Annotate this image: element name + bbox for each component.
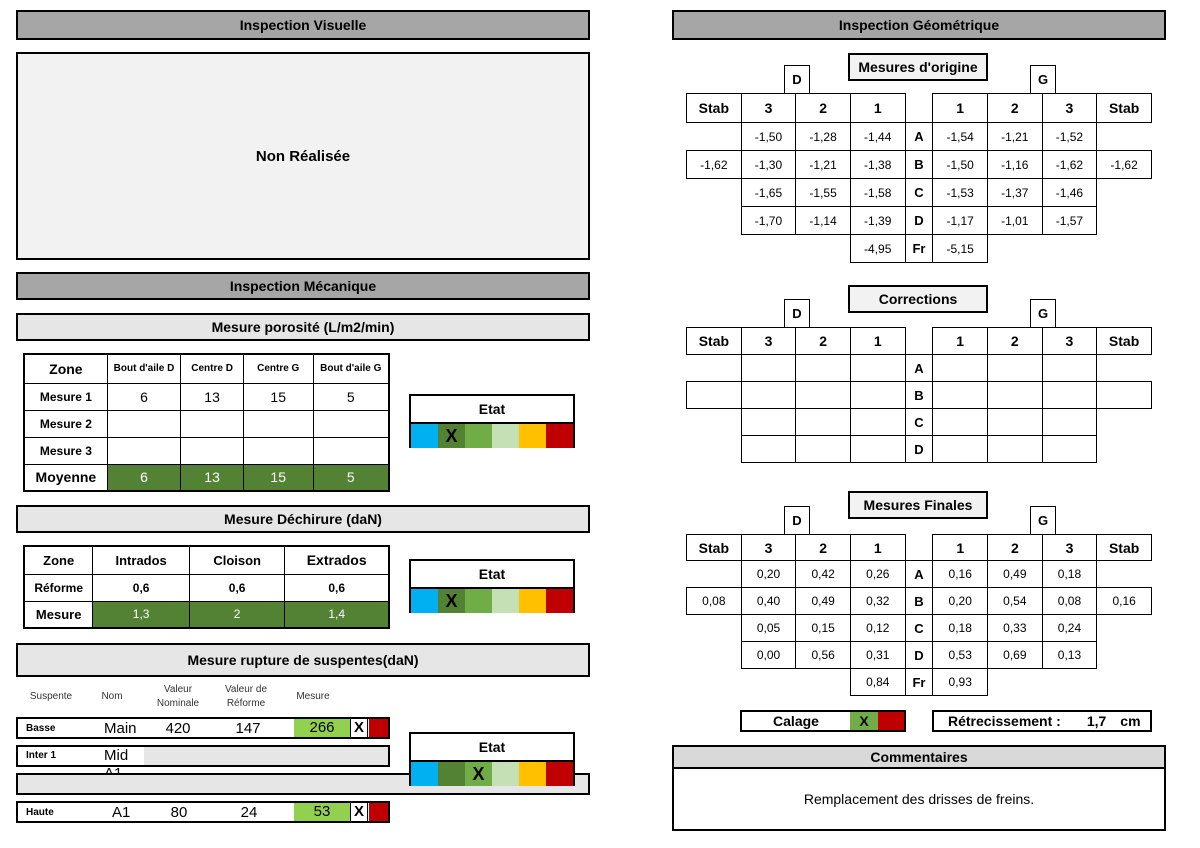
cell (687, 123, 742, 151)
etat-mark: X (438, 589, 465, 613)
cell (1097, 382, 1152, 409)
porosity-col-zone: Zone (24, 354, 107, 383)
spacer (1097, 235, 1152, 263)
tear-col: Intrados (93, 546, 190, 574)
cell: -1,62 (1042, 151, 1097, 179)
cell (181, 437, 244, 464)
cell (1097, 615, 1152, 642)
cell (687, 355, 742, 382)
side-g-tag: G (1030, 299, 1056, 327)
visual-inspection-header: Inspection Visuelle (16, 10, 590, 40)
row-label: D (905, 642, 933, 669)
side-d-tag: D (784, 65, 810, 93)
cell (1042, 382, 1097, 409)
cell (687, 561, 742, 588)
cell: 0,33 (988, 615, 1043, 642)
cell: -1,50 (933, 151, 988, 179)
row-label: Mesure 2 (24, 410, 107, 437)
calage-fail-swatch (878, 712, 904, 730)
col-header: Stab (1097, 94, 1152, 123)
cell: -1,53 (933, 179, 988, 207)
cell: 15 (243, 464, 313, 491)
line-reform: 147 (235, 719, 261, 737)
spacer (1097, 669, 1152, 696)
cell (933, 382, 988, 409)
cell (1097, 436, 1152, 463)
table-row (687, 436, 1152, 463)
cell: -5,15 (933, 235, 988, 263)
cell: 1,4 (285, 601, 389, 628)
col-header: 1 (850, 535, 905, 561)
cell (741, 355, 796, 382)
col-header: 2 (988, 328, 1043, 355)
cell (741, 436, 796, 463)
cell: -1,38 (850, 151, 905, 179)
porosity-col: Bout d'aile D (107, 354, 180, 383)
row-label: Réforme (24, 574, 93, 601)
cell (741, 382, 796, 409)
cell: -1,65 (741, 179, 796, 207)
row-label: Mesure 1 (24, 383, 107, 410)
line-name: A1 (112, 803, 131, 821)
line-measure: 53 (294, 803, 350, 821)
cell: 0,12 (850, 615, 905, 642)
col-header: Stab (687, 535, 742, 561)
side-g-tag: G (1030, 506, 1056, 534)
line-label: Inter 1 (18, 747, 106, 765)
cell: 0,56 (796, 642, 851, 669)
cell: 0,53 (933, 642, 988, 669)
cell: 0,49 (988, 561, 1043, 588)
lines-col: Mesure (296, 691, 330, 702)
table-row (687, 207, 1152, 235)
cell: 2 (189, 601, 284, 628)
spacer (905, 94, 933, 123)
side-d-tag: D (784, 506, 810, 534)
spacer (741, 669, 796, 696)
cell: 0,18 (1042, 561, 1097, 588)
cell (850, 355, 905, 382)
table-row (687, 588, 1152, 615)
table-row (687, 669, 1152, 696)
spacer (687, 669, 742, 696)
line-fail-swatch (369, 719, 388, 737)
tear-col: Cloison (189, 546, 284, 574)
spacer (988, 669, 1043, 696)
cell: -1,52 (1042, 123, 1097, 151)
row-label: B (905, 151, 933, 179)
spacer (905, 535, 933, 561)
line-name: Main (104, 719, 137, 737)
etat-mark: X (465, 762, 492, 786)
geometric-inspection-header: Inspection Géométrique (672, 10, 1166, 40)
cell: 0,49 (796, 588, 851, 615)
col-header: 2 (796, 94, 851, 123)
cell: -1,54 (933, 123, 988, 151)
cell (988, 409, 1043, 436)
origine-table (686, 93, 1152, 263)
cell (796, 409, 851, 436)
cell: 0,26 (850, 561, 905, 588)
line-row-basse (16, 717, 390, 739)
cell (687, 436, 742, 463)
spacer (1042, 235, 1097, 263)
cell (1042, 409, 1097, 436)
row-label: Fr (905, 669, 933, 696)
retrecissement-box (932, 710, 1152, 732)
row-label: C (905, 179, 933, 207)
cell (313, 437, 389, 464)
line-label: Basse (26, 722, 56, 734)
table-row (24, 574, 389, 601)
etat-swatch (519, 589, 546, 613)
cell (1097, 179, 1152, 207)
etat-swatch (546, 762, 573, 786)
spacer (796, 669, 851, 696)
row-label: Mesure 3 (24, 437, 107, 464)
etat-swatch (411, 424, 438, 448)
cell (313, 410, 389, 437)
cell: 0,05 (741, 615, 796, 642)
cell (850, 382, 905, 409)
spacer (905, 328, 933, 355)
table-row (687, 355, 1152, 382)
retrecissement-value: 1,7 (1086, 713, 1107, 729)
row-label: C (905, 409, 933, 436)
cell (181, 410, 244, 437)
cell (687, 207, 742, 235)
cell: -1,62 (1097, 151, 1152, 179)
cell: -1,70 (741, 207, 796, 235)
etat-swatch (546, 589, 573, 613)
col-header: 3 (741, 535, 796, 561)
row-label: D (905, 436, 933, 463)
cell: -1,14 (796, 207, 851, 235)
lines-col: Nom (101, 691, 123, 702)
row-label: C (905, 615, 933, 642)
porosity-col: Centre D (181, 354, 244, 383)
cell: 0,20 (933, 588, 988, 615)
cell: 0,6 (285, 574, 389, 601)
col-header: Stab (1097, 328, 1152, 355)
etat-label: Etat (411, 561, 573, 589)
cell (687, 409, 742, 436)
cell (796, 355, 851, 382)
cell (107, 437, 180, 464)
cell (850, 409, 905, 436)
tear-col-zone: Zone (24, 546, 93, 574)
lines-col: Suspente (29, 691, 73, 702)
cell: -1,16 (987, 151, 1042, 179)
etat-swatch (465, 424, 492, 448)
cell: -1,01 (987, 207, 1042, 235)
porosity-table (23, 353, 390, 492)
cell: 0,13 (1042, 642, 1097, 669)
cell (243, 410, 313, 437)
cell (1097, 409, 1152, 436)
tear-table (23, 545, 390, 629)
col-header: 1 (850, 94, 905, 123)
line-measure: 266 (294, 719, 350, 737)
cell: 0,40 (741, 588, 796, 615)
visual-inspection-status: Non Réalisée (255, 147, 351, 165)
cell: -1,37 (987, 179, 1042, 207)
tear-header: Mesure Déchirure (daN) (16, 505, 590, 533)
cell: -1,57 (1042, 207, 1097, 235)
calage-box (740, 710, 906, 732)
finales-title: Mesures Finales (848, 491, 988, 519)
line-row-haute (16, 801, 390, 823)
cell (933, 355, 988, 382)
lines-col: Valeur Nominale (156, 684, 200, 709)
cell: -1,21 (796, 151, 851, 179)
cell: 6 (107, 464, 180, 491)
table-row (687, 151, 1152, 179)
cell: 5 (313, 383, 389, 410)
row-label: A (905, 355, 933, 382)
cell (1097, 355, 1152, 382)
etat-label: Etat (411, 396, 573, 424)
table-row (24, 410, 389, 437)
table-row (24, 601, 389, 628)
line-row-inter1 (16, 745, 390, 767)
line-name: Mid (98, 747, 144, 765)
col-header: 1 (933, 94, 988, 123)
cell: -1,39 (850, 207, 905, 235)
cell (850, 436, 905, 463)
col-header: 3 (1042, 328, 1097, 355)
col-header: 3 (741, 94, 796, 123)
cell: 0,84 (850, 669, 905, 696)
row-label: B (905, 382, 933, 409)
cell (243, 437, 313, 464)
cell (1097, 561, 1152, 588)
cell: 1,3 (93, 601, 190, 628)
cell: -1,50 (741, 123, 796, 151)
cell (741, 409, 796, 436)
row-label: Mesure (24, 601, 93, 628)
col-header: Stab (1097, 535, 1152, 561)
cell: -1,55 (796, 179, 851, 207)
corrections-table (686, 327, 1152, 463)
calage-label: Calage (773, 713, 819, 729)
retrecissement-label: Rétrecissement : (948, 713, 1061, 729)
etat-swatch (465, 589, 492, 613)
col-header: Stab (687, 94, 742, 123)
etat-mark: X (438, 424, 465, 448)
col-header: 2 (988, 535, 1043, 561)
cell: -1,46 (1042, 179, 1097, 207)
cell (1097, 642, 1152, 669)
comments-header: Commentaires (674, 747, 1164, 769)
visual-inspection-box (16, 52, 590, 260)
cell: 13 (181, 383, 244, 410)
line-mark: X (350, 719, 368, 737)
table-row (24, 383, 389, 410)
table-row (24, 464, 389, 491)
lines-col-headers (26, 682, 356, 714)
cell: 0,69 (988, 642, 1043, 669)
cell: -1,28 (796, 123, 851, 151)
line-label: Haute (26, 806, 54, 818)
col-header: 3 (1042, 535, 1097, 561)
etat-swatch (411, 589, 438, 613)
etat-swatch (519, 762, 546, 786)
cell: 0,00 (741, 642, 796, 669)
cell (988, 436, 1043, 463)
cell (988, 382, 1043, 409)
etat-swatch (438, 762, 465, 786)
col-header: 1 (933, 328, 988, 355)
tear-col: Extrados (285, 546, 389, 574)
cell: 0,15 (796, 615, 851, 642)
col-header: 3 (1042, 94, 1097, 123)
col-header: Stab (687, 328, 742, 355)
cell (796, 436, 851, 463)
cell (687, 179, 742, 207)
table-row (687, 235, 1152, 263)
row-label: A (905, 123, 933, 151)
porosity-header: Mesure porosité (L/m2/min) (16, 313, 590, 341)
cell: 13 (181, 464, 244, 491)
cell (988, 355, 1043, 382)
col-header: 1 (933, 535, 988, 561)
cell: 0,24 (1042, 615, 1097, 642)
row-label: Fr (905, 235, 933, 263)
cell (1042, 355, 1097, 382)
cell: 0,08 (687, 588, 742, 615)
cell (1097, 123, 1152, 151)
side-g-tag: G (1030, 65, 1056, 93)
cell: -1,58 (850, 179, 905, 207)
col-header: 2 (987, 94, 1042, 123)
cell: 0,08 (1042, 588, 1097, 615)
tear-etat (409, 559, 575, 613)
cell: -4,95 (850, 235, 905, 263)
cell: -1,30 (741, 151, 796, 179)
table-row (687, 561, 1152, 588)
etat-swatch (492, 424, 519, 448)
etat-swatch (519, 424, 546, 448)
etat-swatch (492, 762, 519, 786)
col-header: 2 (796, 328, 851, 355)
origine-title: Mesures d'origine (848, 53, 988, 81)
table-row (687, 615, 1152, 642)
comments-box (672, 745, 1166, 831)
cell: 5 (313, 464, 389, 491)
cell: -1,44 (850, 123, 905, 151)
table-row (687, 123, 1152, 151)
corrections-title: Corrections (848, 285, 988, 313)
cell (933, 436, 988, 463)
calage-mark: X (850, 712, 878, 730)
cell (687, 382, 742, 409)
cell: 0,42 (796, 561, 851, 588)
cell: 0,16 (1097, 588, 1152, 615)
spacer (741, 235, 796, 263)
cell (107, 410, 180, 437)
table-row (687, 642, 1152, 669)
cell: -1,21 (987, 123, 1042, 151)
cell (796, 382, 851, 409)
cell: 0,16 (933, 561, 988, 588)
row-label: D (905, 207, 933, 235)
comments-text: Remplacement des drisses de freins. (803, 791, 1035, 807)
spacer (1042, 669, 1097, 696)
cell (687, 615, 742, 642)
etat-label: Etat (411, 734, 573, 762)
cell: 0,18 (933, 615, 988, 642)
line-fail-swatch (369, 803, 388, 821)
cell: 0,93 (933, 669, 988, 696)
table-row (687, 179, 1152, 207)
table-row (24, 437, 389, 464)
cell: -1,17 (933, 207, 988, 235)
row-label: Moyenne (24, 464, 107, 491)
side-d-tag: D (784, 299, 810, 327)
cell: 0,31 (850, 642, 905, 669)
mechanical-inspection-header: Inspection Mécanique (16, 272, 590, 300)
cell: 0,32 (850, 588, 905, 615)
line-reform: 24 (240, 803, 258, 821)
etat-swatch (492, 589, 519, 613)
line-nominal: 420 (165, 719, 191, 737)
cell (933, 409, 988, 436)
retrecissement-unit: cm (1120, 713, 1141, 729)
line-nominal: 80 (170, 803, 188, 821)
col-header: 2 (796, 535, 851, 561)
table-row (687, 382, 1152, 409)
row-label: A (905, 561, 933, 588)
cell (1042, 436, 1097, 463)
cell: 0,20 (741, 561, 796, 588)
spacer (687, 235, 742, 263)
row-label: B (905, 588, 933, 615)
table-row (687, 409, 1152, 436)
spacer (987, 235, 1042, 263)
cell: 6 (107, 383, 180, 410)
cell (687, 642, 742, 669)
etat-swatch (546, 424, 573, 448)
lines-header: Mesure rupture de suspentes(daN) (16, 643, 590, 677)
etat-swatch (411, 762, 438, 786)
col-header: 1 (850, 328, 905, 355)
lines-etat (409, 732, 575, 786)
cell (1097, 207, 1152, 235)
porosity-etat (409, 394, 575, 448)
cell: 0,6 (189, 574, 284, 601)
cell: 0,6 (93, 574, 190, 601)
porosity-col: Bout d'aile G (313, 354, 389, 383)
spacer (796, 235, 851, 263)
col-header: 3 (741, 328, 796, 355)
cell: 0,54 (988, 588, 1043, 615)
porosity-col: Centre G (243, 354, 313, 383)
finales-table (686, 534, 1152, 696)
cell: 15 (243, 383, 313, 410)
cell: -1,62 (687, 151, 742, 179)
lines-col: Valeur de Réforme (224, 684, 268, 709)
line-mark: X (350, 803, 368, 821)
